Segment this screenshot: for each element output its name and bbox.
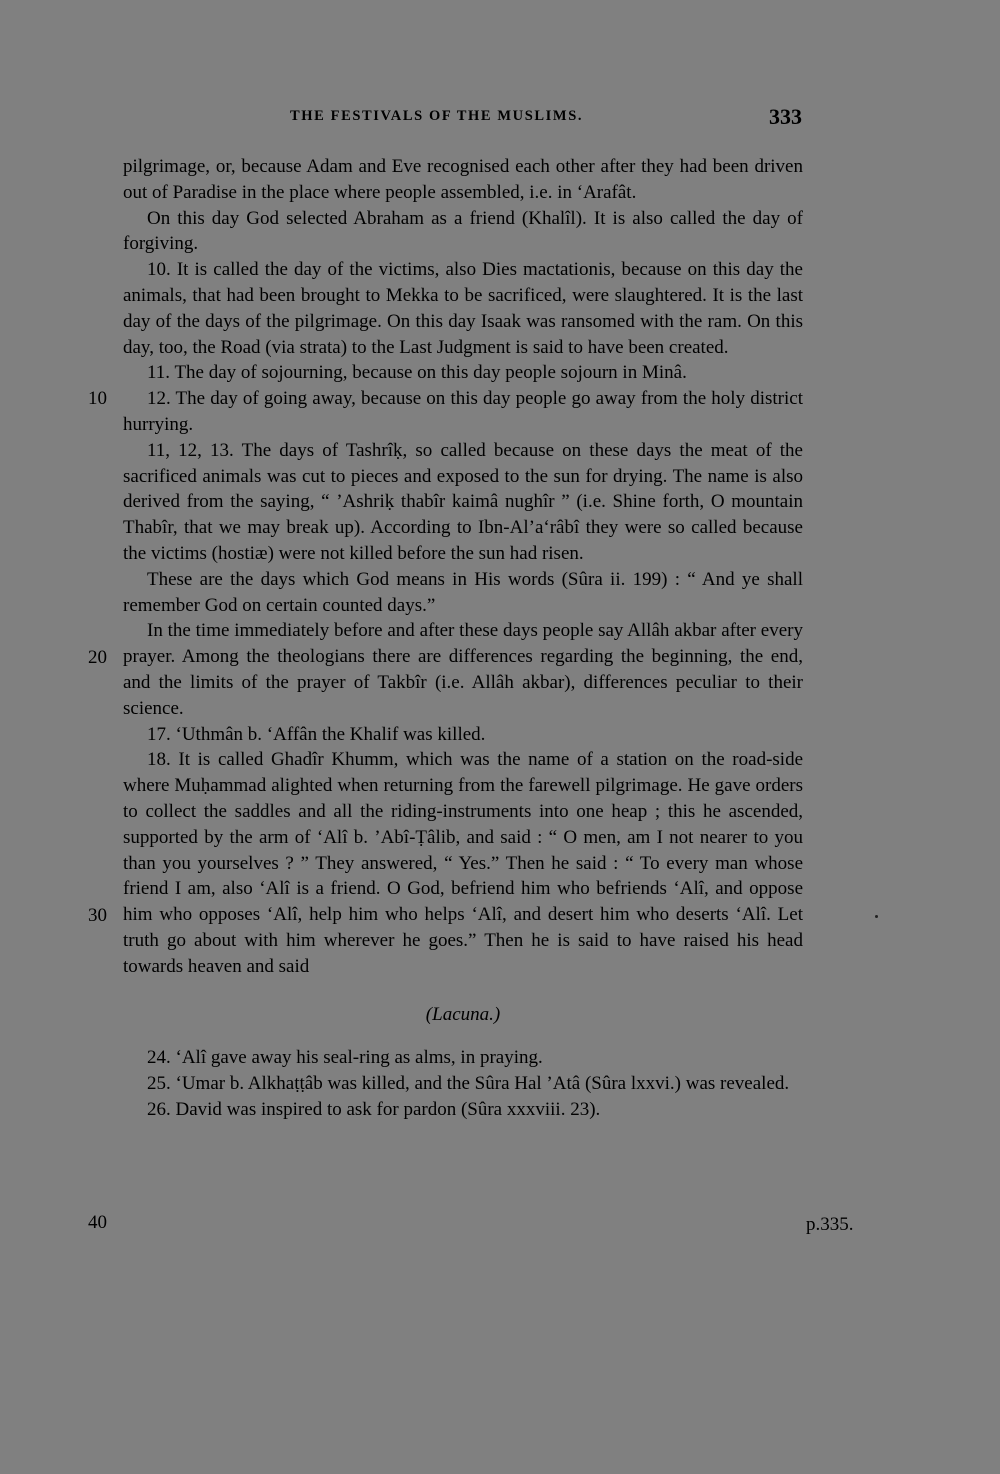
- paragraph: 17. ‘Uthmân b. ‘Affân the Khalif was killed.: [147, 723, 486, 745]
- paragraph: 11. The day of sojourning, because on this day people sojourn in Minâ.: [147, 362, 687, 384]
- margin-page-reference: p.335.: [806, 1214, 854, 1235]
- paragraph: These are the days which God means in His words (Sûra ii. 199) : “ And ye shall remember God on certain counted days.”: [123, 568, 803, 616]
- line-number: 40: [88, 1212, 107, 1233]
- paragraph: 10. It is called the day of the victims, also Dies mactationis, because on this day the animals, that had been brought to Mekka to be sacrificed, were slaughtered. It is the last day of the days of the pilgrimage. On this day Isaak was ransomed with the ram. On this day, too, the Road (via strata) to the Last Judgment is said to have been created.: [123, 259, 803, 358]
- paragraph: 26. David was inspired to ask for pardon (Sûra xxxviii. 23).: [147, 1098, 601, 1120]
- lacuna-text: (Lacuna.): [425, 1003, 501, 1025]
- paragraph: 24. ‘Alî gave away his seal-ring as alms, in praying.: [147, 1047, 543, 1069]
- paragraph: 18. It is called Ghadîr Khumm, which was the name of a station on the road-side where Muḥammad alighted when returning from the farewell pilgrimage. He gave orders to collect the saddles and all the riding-instruments into one heap ; this he ascended, supported by the arm of ‘Alî b. ’Abî-Ṭâlib, and said : “ O men, am I not nearer to you than you yourselves ? ” They answered, “ Yes.” Then he said : “ To every man whose friend I am, also ‘Alî is a friend. O God, befriend him who befriends ‘Alî, and oppose him who opposes ‘Alî, help him who helps ‘Alî, and desert him who deserts ‘Alî. Let truth go about with him wherever he goes.” Then he is said to have raised his head towards heaven and said: [123, 749, 803, 977]
- running-header: [124, 104, 802, 132]
- paragraph: 11, 12, 13. The days of Tashrîḳ, so called because on these days the meat of the sacrificed animals was cut to pieces and exposed to the sun for drying. The name is also derived from the saying, “ ’Ashriḳ thabîr kaimâ nughîr ” (i.e. Shine forth, O mountain Thabîr, that we may break up). According to Ibn-Al’a‘râbî they were so called because the victims (hostiæ) were not killed before the sun had risen.: [123, 439, 803, 564]
- lacuna-marker: [123, 1002, 803, 1028]
- line-number: 10: [88, 388, 107, 409]
- paragraph: 12. The day of going away, because on this day people go away from the holy district hurrying.: [123, 388, 803, 435]
- body-text: [123, 154, 803, 1123]
- paragraph: pilgrimage, or, because Adam and Eve recognised each other after they had been driven out of Paradise in the place where people assembled, i.e. in ‘Arafât.: [123, 156, 803, 203]
- line-number: 20: [88, 647, 107, 668]
- page-number: 333: [769, 104, 802, 129]
- paragraph: 25. ‘Umar b. Alkhaṭṭâb was killed, and the Sûra Hal ’Atâ (Sûra lxxvi.) was revealed.: [147, 1073, 790, 1095]
- line-number: 30: [88, 905, 107, 926]
- paragraph: On this day God selected Abraham as a friend (Khalîl). It is also called the day of forgiving.: [123, 207, 803, 255]
- paragraph: In the time immediately before and after these days people say Allâh akbar after every prayer. Among the theologians there are differences regarding the beginning, the end, and the limits of the prayer of Takbîr (i.e. Allâh akbar), differences peculiar to their science.: [123, 620, 803, 719]
- speck: [875, 915, 878, 918]
- running-title: THE FESTIVALS OF THE MUSLIMS.: [290, 108, 584, 124]
